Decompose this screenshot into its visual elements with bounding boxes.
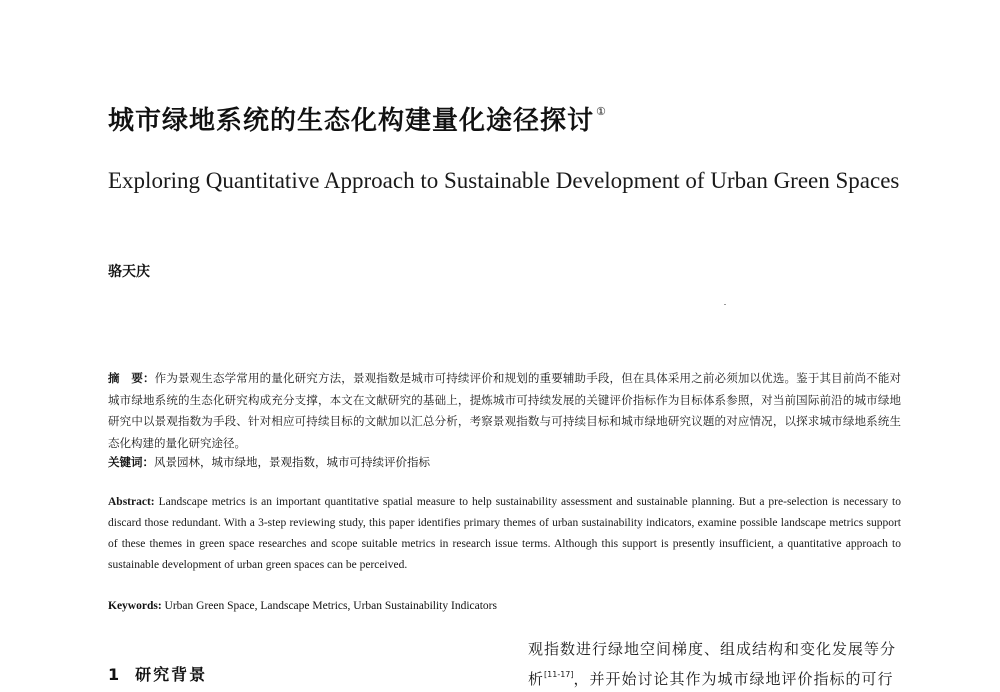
abstract-en-text: Landscape metrics is an important quantitative spatial measure to help sustainability assessment and sustainable planning. But a pre-selection is necessary to discard those redundant. With a 3-step reviewing study, this paper identifies primary themes of urban sustainability indicators, examine possible landscape metrics support of these themes in green space researches and scope suitable metrics in research issue terms. Although this support is presently insufficient, a quantitative approach to sustainable development of urban green spaces can be perceived. [108, 496, 901, 571]
body-text: 析 [528, 670, 545, 688]
citation-reference: [11-17] [544, 670, 574, 679]
abstract-english [108, 492, 901, 576]
keywords-english [108, 596, 901, 616]
body-line [528, 662, 902, 692]
section-heading [108, 662, 207, 685]
abstract-en-label: Abstract: [108, 496, 155, 508]
body-text: ，并开始讨论其作为城市绿地评价指标的可行 [573, 670, 894, 688]
scan-speck [724, 304, 726, 305]
keywords-en-label: Keywords: [108, 600, 162, 612]
section-title: 研究背景 [135, 665, 208, 684]
keywords-en-text: Urban Green Space, Landscape Metrics, Urban Sustainability Indicators [161, 600, 497, 612]
abstract-cn-text: 作为景观生态学常用的量化研究方法，景观指数是城市可持续评价和规划的重要辅助手段，但在具体采用之前必须加以优选。鉴于其目前尚不能对城市绿地系统的生态化研究构成充分支撑，本文在文献研究的基础上，提炼城市可持续发展的关键评价指标作为目标体系参照，对当前国际前沿的城市绿地研究中以景观指数为手段、针对相应可持续目标的文献加以汇总分析，考察景观指数与可持续目标和城市绿地研究议题的对应情况，以探求城市绿地系统生态化构建的量化研究途径。 [108, 371, 901, 450]
keywords-cn-text: 风景园林，城市绿地，景观指数，城市可持续评价指标 [154, 455, 430, 469]
paper-title-chinese [108, 100, 607, 137]
keywords-chinese [108, 452, 901, 472]
body-text-right-column [528, 636, 902, 692]
abstract-chinese [108, 368, 901, 454]
title-cn-text: 城市绿地系统的生态化构建量化途径探讨 [108, 106, 595, 136]
section-number: 1 [108, 665, 122, 684]
body-line: 观指数进行绿地空间梯度、组成结构和变化发展等分 [528, 640, 897, 658]
author-name: 骆天庆 [108, 264, 150, 280]
keywords-cn-label: 关键词： [108, 455, 154, 469]
abstract-cn-label: 摘 要： [108, 371, 155, 385]
title-footnote-marker: ① [596, 105, 607, 118]
paper-title-english: Exploring Quantitative Approach to Sustainable Development of Urban Green Spaces [108, 168, 900, 193]
